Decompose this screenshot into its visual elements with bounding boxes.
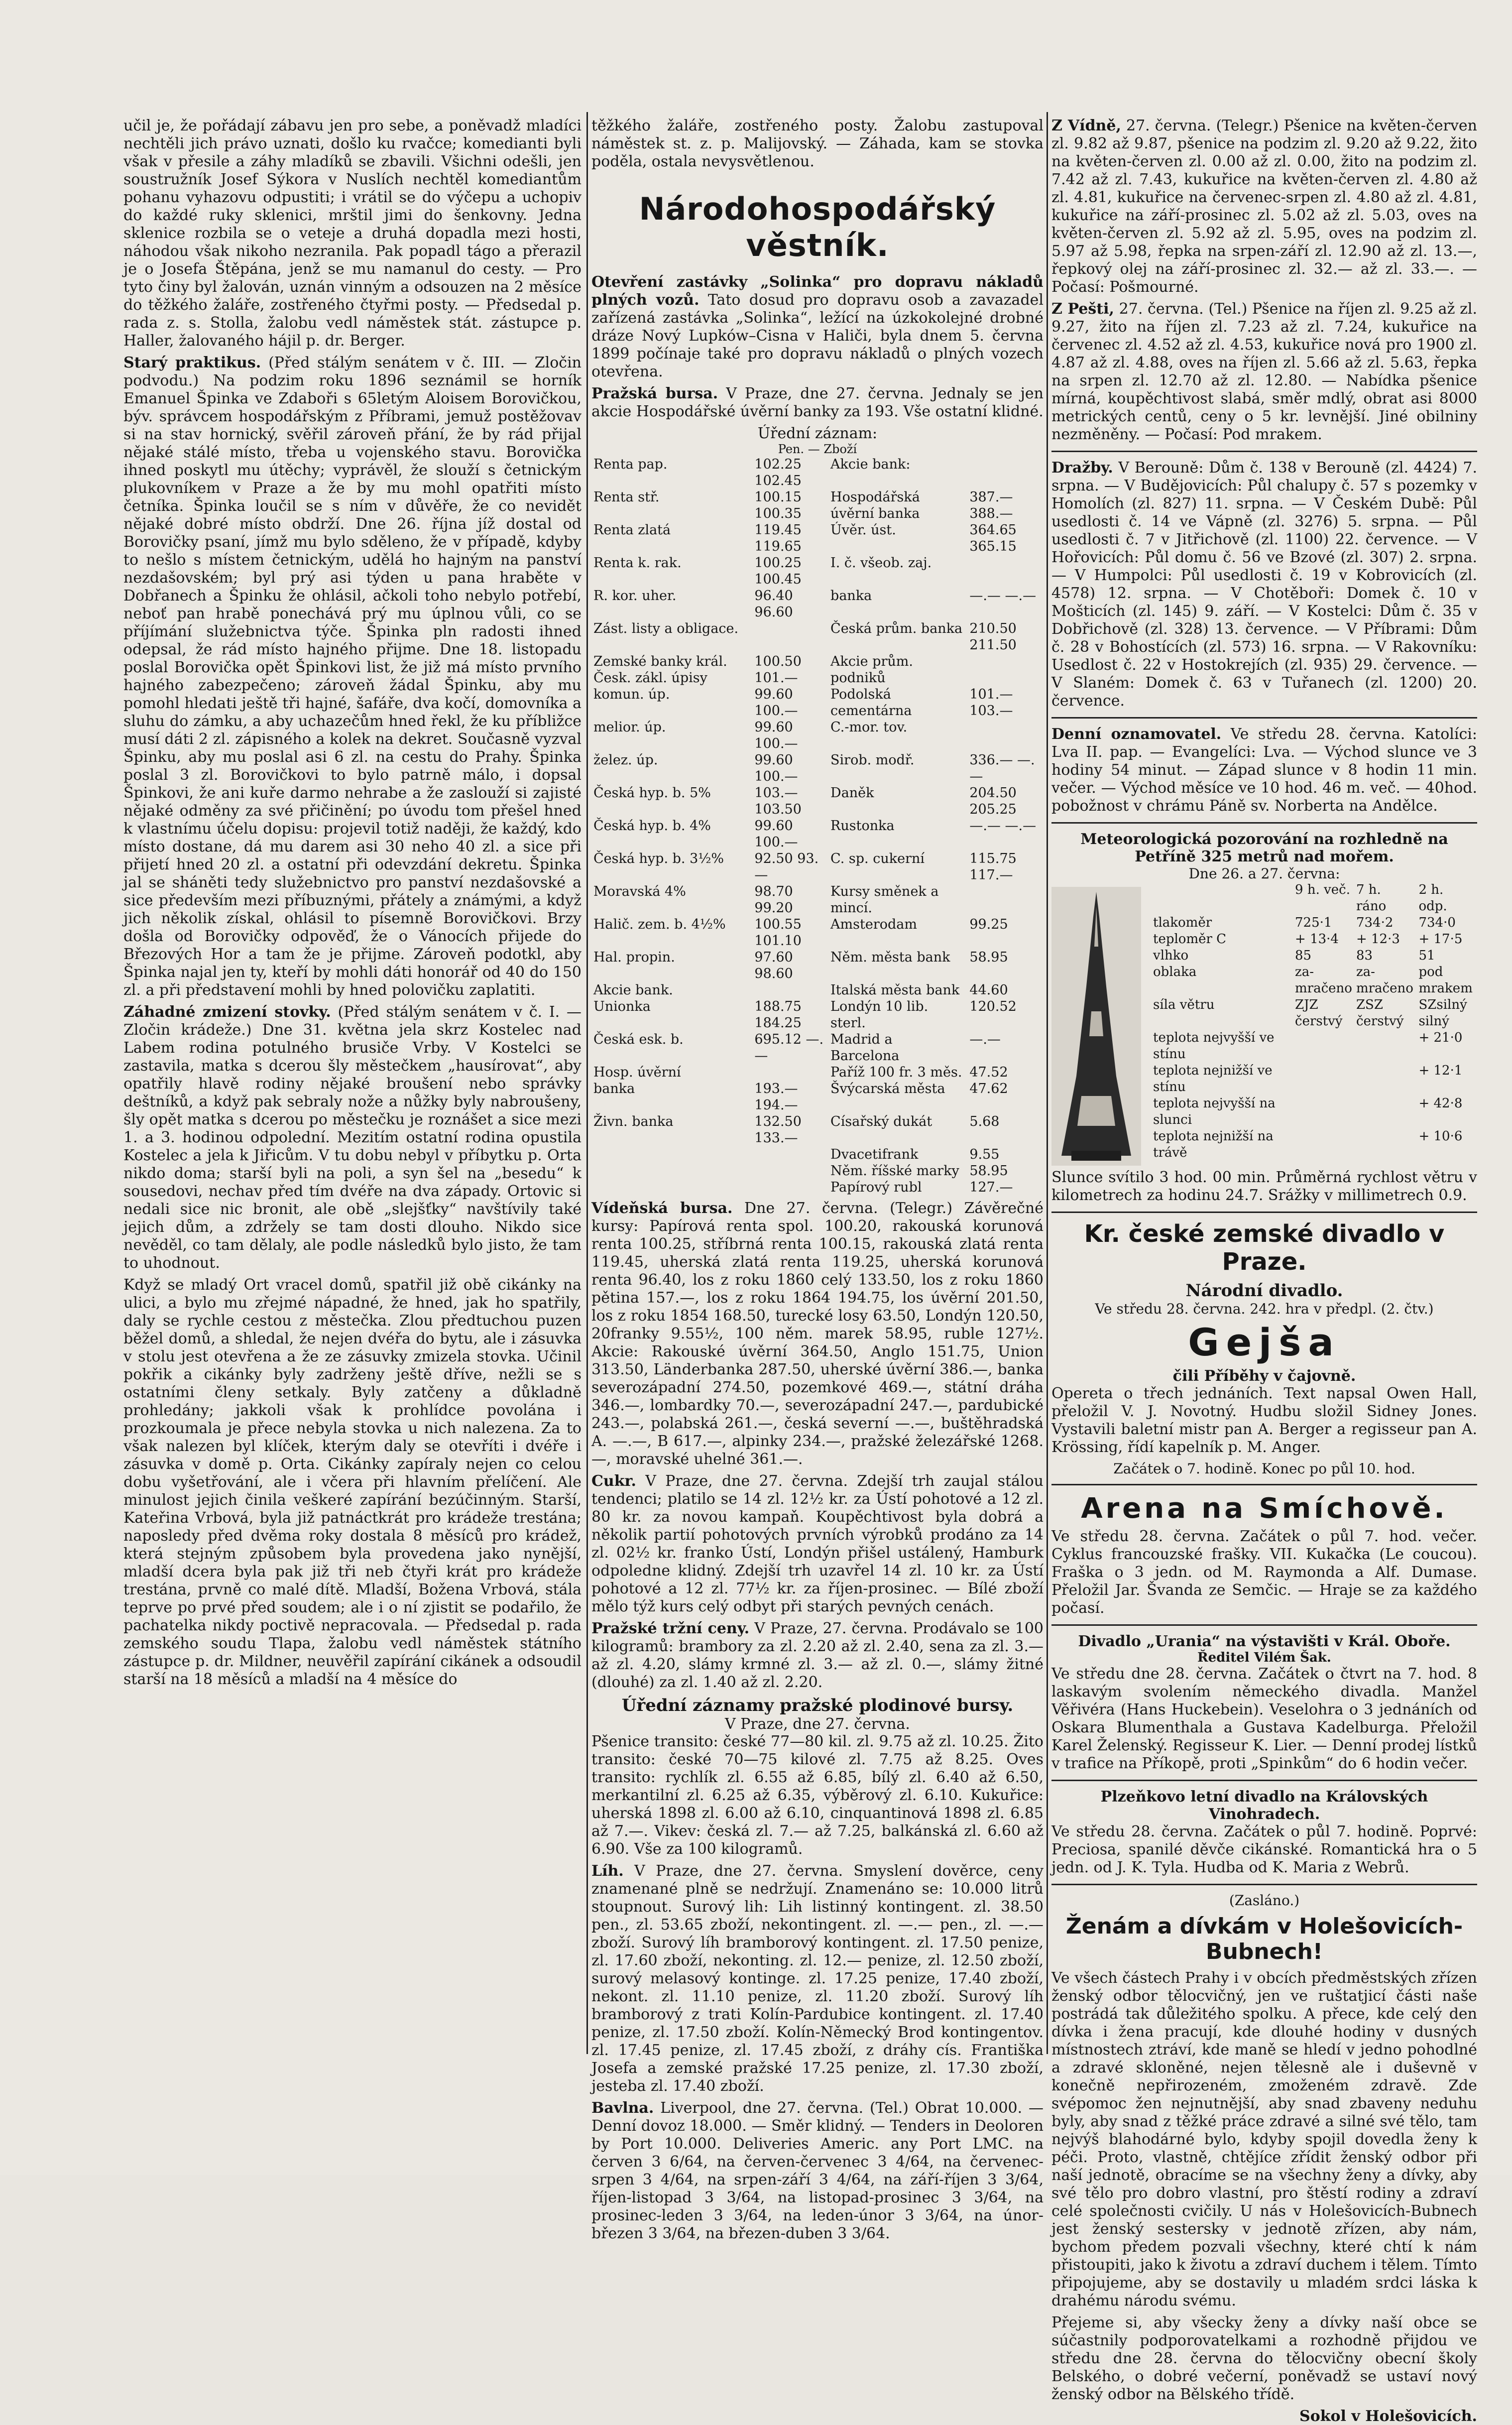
table-cell: banka bbox=[593, 1081, 635, 1096]
article-paragraph: Ve všech částech Prahy i v obcích předměstských zřízen ženský odbor tělocvičný, jen ve ruštatjicí části naše postrádá tak důležitého spolku. A přece, kde celý den dívka i žena pracují, kde dlouhé hodiny v dusných místnostech ztráví, kde maně se hledí v jedno pohodlné a zdravé skloněné, nejen tělesně ale i duševně v konečně nepřirozeném, zmoženém zdravě. Zde svépomoc žen nejnutnější, aby snad zbaveny neduhu byly, aby snad z těžké práce zdravé a silné své tělo, tam nejvýš blahodárné bylo, kdyby spojil dovedla ženy k péči. Proto, vlastně, chtějíce zřídit ženský odbor při naší jednotě, obracíme se na všechny ženy a dívky, aby své tělo pro dobro vlastní, pro štěstí rodiny a zdraví celé společnosti cvičily. U nás v Holešovicích-Bubnech jest ženský sestersky v jednotě zřízen, aby nám, bychom předem pozvali všechny, které chtí k nám přistoupiti, jako k životu a zdraví duchem i tělem. Tímto připojujeme, aby se dostavily u mladém srdci láska k drahému národu svému. bbox=[1051, 1969, 1477, 2309]
table-cell bbox=[591, 1179, 752, 1196]
column-notices bbox=[1051, 117, 1477, 2425]
article-heading: Úřední záznamy pražské plodinové bursy. bbox=[621, 1696, 1014, 1715]
table-row bbox=[1151, 948, 1477, 964]
table-cell: 210.50 211.50 bbox=[969, 621, 1017, 653]
article-paragraph: učil je, že pořádají zábavu jen pro sebe, a poněvadž mladíci nechtěli jich právo uznati, došlo ku rvačce; komedianti byli však v přesile a záhy mladíků se zbavili. Všichni odešli, jen soustružník Josef Sýkora v Nuslích nechtěl komediantům pohanu vyhazovu odpustiti; i vrátil se do výčepu a uchopiv do každé ruky sklenici, mrštil jimi do šenkovny. Jedna sklenice rozbila se o veteje a druhá dopadla mezi hosti, náhodou však nikoho nezranila. Pak popadl tágo a přerazil je o Josefa Štěpána, jenž se mu namanul do cesty. — Pro tyto činy byl žalován, uznán vinným a odsouzen na 2 měsíce do těžkého žaláře, zostřeného čtyřmi posty. — Předsedal p. rada z. s. Stolla, žalobu vedl náměstek stát. zástupce p. Haller, žalovaného hájil p. dr. Berger. bbox=[123, 117, 582, 350]
table-cell: Česká hyp. b. 5% bbox=[593, 785, 711, 801]
table-cell: 115.75 117.— bbox=[969, 851, 1017, 883]
table-cell bbox=[752, 982, 828, 998]
table-cell: Úvěr. úst. bbox=[830, 522, 896, 538]
table-cell: 103.— 103.50 bbox=[754, 785, 802, 817]
table-cell: 99.60 100.— bbox=[754, 720, 798, 751]
notice-heading: Ženám a dívkám v Holešovicích-Bubnech! bbox=[1065, 1914, 1463, 1964]
bourse-table bbox=[591, 456, 1044, 1196]
article-paragraph: Bavlna. Liverpool, dne 27. června. (Tel.) Obrat 10.000. — Denní dovoz 18.000. — Směr klidný. — Tenders in Deoloren by Port 10.000. Deliveries Americ. any Port LMC. na červen 3 6/64, na červen-červenec 3 4/64, na červenec-srpen 3 4/64, na srpen-září 3 4/64, na září-říjen 3 3/64, říjen-listopad 3 3/64, na listopad-prosinec 3 3/64, na prosinec-leden 3 3/64, na leden-únor 3 3/64, na únor-březen 3 3/64, na březen-duben 3 3/64. bbox=[591, 2099, 1044, 2242]
divider bbox=[1051, 1212, 1477, 1213]
table-cell: 100.50 101.— bbox=[754, 654, 802, 686]
table-cell: Akcie prům. podniků bbox=[830, 654, 913, 686]
table-cell: + 12·3 bbox=[1356, 932, 1400, 947]
table-row bbox=[591, 719, 1044, 752]
article-paragraph: Když se mladý Ort vracel domů, spatřil již obě cikánky na ulici, a bylo mu zřejmé nápadné, že hned, jak ho spatřily, daly se rychle cestou z městečka. Zlou předtuchou puzen běžel domů, a shledal, že nejen dvéřa do bytu, ale i zásuvka v stolu jest otevřena a že ze zásuvky zmizela stovka. Učinil pokřik a cikánky byly zadrženy ještě dříve, nežli se s ostatními členy setkaly. Byly zatčeny a důkladně prohledány; jakkoli však k prohlídce povolána i prozkoumala je přece nebyla stovka u nich nalezena. Za to však nalezen byl klíček, kterým daly se otevříti i dvéře i zásuvka v domě p. Orta. Cikánky zapíraly nejen co celou dobu vyšetřování, ale i včera při hlavním přelíčení. Ale minulost jejich činila veškeré zapírání bezúčinným. Starší, Kateřina Vrbová, byla již patnáctkrát pro krádeže trestána; naposledy před dvěma roky dostala 8 měsíců pro krádež, která stejným způsobem byla provedena jako nynější, mladší dcera byla pak již tři neb čtyři krát pro krádeže trestána, prvně co malé dítě. Mladší, Božena Vrbová, stála teprve po prvé před soudem; ale i o ní zjistit se podařilo, že pachatelka nikdy poctivě nepracovala. — Předsedal p. rada zemského soudu Tlapa, žalobu vedl náměstek státního zástupce p. dr. Mildner, neuvěřil zapírání cikánek a odsoudil starší na 18 měsíců a mladší na 4 měsíce do bbox=[123, 1276, 582, 1688]
table-cell: ZSZ bbox=[1356, 997, 1383, 1012]
table-cell: čerstvý bbox=[1295, 1014, 1343, 1029]
table-cell: Česká hyp. b. 4% bbox=[593, 818, 711, 834]
table-cell: + 42·8 bbox=[1418, 1096, 1463, 1111]
table-cell: tlakoměr bbox=[1153, 915, 1212, 930]
table-cell: síla větru bbox=[1153, 997, 1215, 1012]
table-cell: Papírový rubl bbox=[830, 1180, 922, 1195]
table-cell: + 10·6 bbox=[1418, 1129, 1463, 1144]
table-row bbox=[1151, 882, 1477, 915]
table-row bbox=[591, 916, 1044, 949]
table-cell: Živn. banka bbox=[593, 1114, 674, 1129]
table-cell: 58.95 bbox=[969, 1163, 1008, 1179]
table-cell: ZJZ bbox=[1295, 997, 1318, 1012]
table-cell: 47.52 bbox=[969, 1065, 1008, 1080]
table-cell: Zemské banky král. Česk. zákl. úpisy bbox=[593, 654, 727, 686]
theatre-heading: Divadlo „Urania“ na výstavišti v Král. Oboře. bbox=[1078, 1633, 1451, 1650]
table-row bbox=[591, 1081, 1044, 1113]
article-heading: Záhadné zmizení stovky. bbox=[123, 1003, 331, 1021]
table-cell bbox=[752, 1179, 828, 1196]
article-paragraph: Opereta o třech jednáních. Text napsal Owen Hall, přeložil V. J. Novotný. Hudbu složil Sidney Jones. Vystavili baletní mistr pan A. Berger a regisseur pan A. Krössing, řídí kapelník p. M. Anger. bbox=[1051, 1385, 1477, 1456]
table-row bbox=[591, 620, 1044, 653]
table-cell: + 21·0 bbox=[1418, 1030, 1463, 1045]
table-cell: 9 h. več. bbox=[1295, 882, 1350, 897]
table-cell bbox=[752, 1064, 828, 1081]
table-cell: 132.50 133.— bbox=[754, 1114, 802, 1146]
table-cell bbox=[1151, 1013, 1293, 1030]
article-paragraph: Vídeňská bursa. Dne 27. června. (Telegr.) Závěrečné kursy: Papírová renta spol. 100.20, rakouská korunová renta 100.25, stříbrná renta 100.15, rakouská zlatá renta 119.45, uherská zlatá renta 119.25, uherská korunová renta 96.40, los z roku 1860 celý 133.50, los z roku 1860 pětina 157.—, los z roku 1864 194.75, los úvěrní 201.50, los z roku 1854 168.50, turecké losy 63.50, Londýn 120.50, 20franky 9.55½, 100 něm. marek 58.95, ruble 127½. Akcie: Rakouské úvěrní 364.50, Anglo 151.75, Union 313.50, Länderbanka 287.50, uherské úvěrní 386.—, banka severozápadní 274.50, pozemkové 469.—, státní dráha 346.—, lombardky 70.—, severozápadní 247.—, pardubické 243.—, polabská 261.—, česká severní —.—, buštěhradská A. —.—, B 617.—, alpinky 234.—, pražské železářské 1268.—, moravské uhelné 361.—. bbox=[591, 1200, 1044, 1468]
table-cell: Hospodářská úvěrní banka bbox=[830, 489, 920, 521]
table-cell: 9.55 bbox=[969, 1147, 1000, 1162]
table-row bbox=[1151, 1095, 1477, 1128]
table-row bbox=[591, 850, 1044, 883]
table-cell: Renta zlatá bbox=[593, 522, 671, 538]
table-cell: za- bbox=[1295, 965, 1314, 979]
table-row bbox=[1151, 915, 1477, 931]
table-cell: Moravská 4% bbox=[593, 884, 686, 899]
table-cell bbox=[1293, 1095, 1354, 1128]
section-title: Národohospodářský věstník. bbox=[639, 191, 996, 263]
table-cell: 99.60 100.— bbox=[754, 687, 798, 719]
table-cell: Akcie bank. bbox=[593, 982, 673, 998]
table-cell bbox=[967, 555, 1044, 588]
table-cell: 387.— 388.— bbox=[969, 489, 1013, 521]
table-cell: teploměr C bbox=[1153, 932, 1227, 947]
table-cell bbox=[1293, 1030, 1354, 1063]
table-cell: Podolská cementárna bbox=[830, 687, 912, 719]
table-cell: 96.40 96.60 bbox=[754, 588, 793, 620]
table-cell bbox=[1354, 1030, 1417, 1063]
article-paragraph: Pražská bursa. V Praze, dne 27. června. Jednaly se jen akcie Hospodářské úvěrní banky za 193. Vše ostatní klidné. bbox=[591, 385, 1044, 420]
table-cell: Česká prům. banka bbox=[830, 621, 963, 636]
theatre-line: Začátek o 7. hodině. Konec po půl 10. hod. bbox=[1113, 1460, 1415, 1477]
table-cell: mračeno bbox=[1295, 981, 1352, 996]
article-paragraph: Z Vídně, 27. června. (Telegr.) Pšenice na květen-červen zl. 9.82 až 9.87, pšenice na podzim zl. 9.20 až 9.22, žito na květen-červen zl. 0.00 až zl. 0.00, žito na podzim zl. 7.42 až zl. 7.43, kukuřice na květen-červen zl. 4.80 až zl. 4.81, kukuřice na červenec-srpen zl. 4.80 až zl. 4.81, kukuřice na září-prosinec zl. 5.02 až zl. 5.03, oves na květen-červen zl. 5.92 až zl. 5.95, oves na podzim zl. 5.97 až 5.98, řepka na srpen-září zl. 12.90 až zl. 13.—, řepkový olej na září-prosinec zl. 32.— až zl. 33.—. — Počasí: Pošmourné. bbox=[1051, 117, 1477, 296]
table-cell: —.— —.— bbox=[969, 818, 1037, 834]
table-cell: Madrid a Barcelona bbox=[830, 1032, 900, 1064]
table-cell: SZsilný bbox=[1418, 997, 1467, 1012]
article-heading: Starý praktikus. bbox=[123, 354, 261, 371]
table-cell: 734·0 bbox=[1418, 915, 1456, 930]
table-cell: komun. úp. bbox=[593, 687, 670, 702]
table-cell: 99.60 100.— bbox=[754, 752, 798, 784]
table-cell: teplota nejvyšší na slunci bbox=[1153, 1096, 1276, 1127]
table-cell bbox=[752, 1146, 828, 1163]
table-row bbox=[591, 1179, 1044, 1196]
theatre-heading: Arena na Smíchově. bbox=[1081, 1492, 1448, 1525]
notice-label: (Zasláno.) bbox=[1229, 1892, 1300, 1909]
table-cell: Renta pap. bbox=[593, 457, 668, 472]
table-cell: 364.65 365.15 bbox=[969, 522, 1017, 554]
table-cell: za- bbox=[1356, 965, 1375, 979]
table-cell: Renta k. rak. bbox=[593, 555, 682, 571]
table-cell: teplota nejnižší ve stínu bbox=[1153, 1063, 1273, 1094]
table-cell bbox=[967, 456, 1044, 489]
table-row bbox=[591, 489, 1044, 522]
article-paragraph: Starý praktikus. (Před stálým senátem v č. III. — Zločin podvodu.) Na podzim roku 1896 seznámil se horník Emanuel Špinka ve Zdaboři s 65letým Aloisem Borovičkou, býv. správcem hospodářským z Příbrami, jemuž postěžovav si na stav hornický, svěřil zároveň přání, že by rád přijal nějaké stálé místo, třeba u vojenského stavu. Borovička ihned poskytl mu útěchy; vyprávěl, že slouží s četnickým plukovníkem v Praze a že by mu mohl opatřiti místo četníka. Špinka loučil se s ním v důvěře, že co nevidět nějaké dobré místo obdrží. Dne 26. října jíž dostal od Borovičky psaní, jímž mu bylo sděleno, že v případě, kdyby to nešlo s místem četnickým, udělá ho hajným na panství nezdašovském; byl prý asi týden u pana hraběte v Dobřanech a Špinku že ohlásil, ačkoli toho nebylo potřebí, neboť pan hrabě ponechává prý mu úplnou vůli, co se příjímání služebnictva týče. Špinka pln radosti ihned odepsal, že rád místo hajného přijme. Dne 18. listopadu poslal Borovička opět Špinkovi list, že již má místo prvního hajného zabezpečeno; zároveň žádal Špinku, aby mu pomohl hledati ještě tři hajné, šafáře, dva kočí, domovníka a sluhu do zámku, a aby uchazečům hned řekl, že ku příbližce musí dáti 2 zl. zápisného a kolek na dekret. Současně vyzval Špinku, aby mu poslal asi 6 zl. na cestu do Prahy. Špinka poslal 3 zl. Borovičkovi to bylo patrně málo, i dopsal Špinkovi, že ani kuře darmo nehrabe a že zaslouží si zajisté nějaké odměny za své přičinění; po úvodu tom přešel hned k vlastnímu účelu dopisu: projevil totiž naději, že každý, kdo místo dostane, dá mu darem asi 30 neho 40 zl. a sice při přijetí hned 20 zl. a ostatní při odevzdání dekretu. Špinka jal se sháněti tedy služebnictvo pro panství nezdašovské a sice především mezi příbuznými, přátely a známými, a když jich několik získal, ohlásil to písemně Borovičkovi. Brzy došla od Borovičky odpověď, že o Vánocích přijede do Březových Hor a tam že je přijme. Zároveň podotkl, aby Špinka najal jen ty, kteří by mohli dáti honorář od 40 do 150 zl. a při představení mohli by hned polovičku zaplatiti. bbox=[123, 354, 582, 999]
table-cell bbox=[967, 883, 1044, 916]
table-cell: teplota nejvyšší ve stínu bbox=[1153, 1030, 1275, 1062]
table-cell bbox=[967, 719, 1044, 752]
table-cell: mrakem bbox=[1418, 981, 1473, 996]
table-cell bbox=[1151, 980, 1293, 997]
table-cell bbox=[1293, 1128, 1354, 1161]
table-cell: Hosp. úvěrní bbox=[593, 1065, 681, 1080]
table-cell: Česká esk. b. bbox=[593, 1032, 684, 1047]
table-cell bbox=[1354, 1063, 1417, 1095]
petrin-tower-illustration bbox=[1051, 887, 1141, 1166]
divider bbox=[1051, 1624, 1477, 1626]
table-cell: 97.60 98.60 bbox=[754, 950, 793, 981]
divider bbox=[1051, 822, 1477, 824]
table-cell: C.-mor. tov. bbox=[830, 720, 908, 735]
table-cell bbox=[1354, 1128, 1417, 1161]
table-cell: 336.— —.— bbox=[969, 752, 1035, 784]
table-cell bbox=[752, 620, 828, 653]
table-cell: Něm. města bank bbox=[830, 950, 950, 965]
divider bbox=[1051, 1780, 1477, 1781]
table-cell: vlhko bbox=[1153, 948, 1189, 963]
table-cell: želez. úp. bbox=[593, 752, 658, 768]
table-row bbox=[591, 982, 1044, 998]
article-paragraph: Z Pešti, 27. června. (Tel.) Pšenice na říjen zl. 9.25 až zl. 9.27, žito na říjen zl. 7.23 až zl. 7.24, kukuřice na červenec zl. 4.52 až zl. 4.53, kukuřice nová pro 1900 zl. 4.87 až zl. 4.88, oves na říjen zl. 5.66 až zl. 5.63, řepka na srpen zl. 12.70 až zl. 12.80. — Nabídka pšenice mírná, koupěchtivost slabá, směr mdlý, obrat asi 8000 metrických centů, ceny o 5 kr. levnější. Jiné obilniny nezměněny. — Počasí: Pod mrakem. bbox=[1051, 300, 1477, 443]
article-paragraph: Denní oznamovatel. Ve středu 28. června. Katolíci: Lva II. pap. — Evangelíci: Lva. — Východ slunce ve 3 hodiny 54 minut. — Západ slunce v 8 hodin 11 min. večer. — Východ měsíce ve 10 hod. 46 m. več. — 40hod. pobožnost v chrámu Páně sv. Norberta na Andělce. bbox=[1051, 726, 1477, 815]
table-cell: Kursy směnek a mincí. bbox=[830, 884, 939, 916]
table-row bbox=[1151, 1063, 1477, 1095]
table-cell: 83 bbox=[1356, 948, 1373, 963]
table-cell: oblaka bbox=[1153, 965, 1197, 979]
table-cell: Daněk bbox=[830, 785, 874, 801]
divider bbox=[1051, 451, 1477, 452]
table-cell: + 17·5 bbox=[1418, 932, 1463, 947]
table-row bbox=[1151, 964, 1477, 980]
table-row bbox=[1151, 980, 1477, 997]
table-cell: 193.— 194.— bbox=[754, 1081, 798, 1113]
notice-signature: Sokol v Holešovicích. bbox=[1299, 2408, 1477, 2425]
article-paragraph: Líh. V Praze, dne 27. června. Smyslení dověrce, ceny znamenané plně se nedržují. Znamenáno se: 10.000 litrů stoupnout. Surový lih: Lih listinný kontingent. zl. 38.50 pen., zl. 53.65 zboží, nekontingent. zl. —.— pen., zl. —.— zboží. Surový líh bramborový kontingent. zl. 17.50 penize, zl. 17.60 zboží, nekonting. zl. 12.— penize, zl. 12.50 zboží, surový melasový kontinge. zl. 17.25 penize, 17.40 zboží, nekont. zl. 11.10 penize, zl. 11.20 zboží. Surový líh bramborový z trati Kolín-Pardubice kontingent. zl. 17.40 penize, zl. 17.50 zboží. Kolín-Německý Brod kontingentov. zl. 17.45 penize, zl. 17.45 zboží, z dráhy cís. Františka Josefa a zemské pražské 17.25 penize, zl. 17.30 zboží, jesteba zl. 17.40 zboží. bbox=[591, 1862, 1044, 2095]
article-paragraph: Otevření zastávky „Solinka“ pro dopravu nákladů plných vozů. Tato dosud pro dopravu osob a zavazadel zařízená zastávka „Solinka“, ležící na úzkokolejné drobné dráze Nový Lupków–Cisna v Haliči, byla dnem 5. června 1899 počínaje také pro dopravu nákladů o plných vozech otevřena. bbox=[591, 273, 1044, 380]
article-paragraph: Ve středu 28. června. Začátek o půl 7. hod. večer. Cyklus francouzské frašky. VII. Kukačka (Le coucou). Fraška o 3 jedn. od M. Raymonda a Alf. Dumase. Přeložil Jar. Švanda ze Semčic. — Hraje se za každého počasí. bbox=[1051, 1528, 1477, 1617]
dateline: Dne 26. a 27. června: bbox=[1188, 865, 1340, 882]
table-cell: 102.25 102.45 bbox=[754, 457, 802, 488]
table-cell: 51 bbox=[1418, 948, 1435, 963]
table-cell bbox=[591, 1146, 752, 1163]
table-cell: C. sp. cukerní bbox=[830, 851, 925, 866]
table-row bbox=[1151, 931, 1477, 948]
table-row bbox=[591, 949, 1044, 982]
table-cell: Unionka bbox=[593, 999, 651, 1014]
table-row bbox=[591, 1146, 1044, 1163]
divider bbox=[1051, 1884, 1477, 1885]
column-rule bbox=[586, 112, 588, 2054]
table-cell: 100.55 101.10 bbox=[754, 917, 802, 949]
table-cell: Švýcarská města bbox=[830, 1081, 945, 1096]
article-heading: Meteorologická pozorování na rozhledně na Petříně 325 metrů nad mořem. bbox=[1080, 831, 1448, 865]
table-cell: 7 h. ráno bbox=[1356, 882, 1387, 914]
table-cell: 44.60 bbox=[969, 982, 1008, 998]
article-paragraph: Přejeme si, aby všecky ženy a dívky naší obce se súčastnily podporovatelkami a rozhodně přijdou ve středu dne 28. června do tělocvičny obecní školy Belského, o dobré večerní, poněvadž se ustaví nový ženský odbor na Bělského třídě. bbox=[1051, 2314, 1477, 2403]
table-cell: 47.62 bbox=[969, 1081, 1008, 1096]
table-row bbox=[1151, 1030, 1477, 1063]
table-cell: 92.50 93.— bbox=[754, 851, 819, 883]
table-cell: 2 h. odp. bbox=[1418, 882, 1447, 914]
table-row bbox=[591, 785, 1044, 818]
table-row bbox=[591, 1163, 1044, 1179]
table-cell: mračeno bbox=[1356, 981, 1413, 996]
table-title: Úřední záznam: bbox=[757, 425, 878, 442]
table-cell: R. kor. uher. bbox=[593, 588, 677, 604]
article-paragraph: Ve středu dne 28. června. Začátek o čtvrt na 7. hod. 8 laskavým svolením německého divadla. Manžel Věřivéra (Hans Huckebein). Veselohra o 3 jednáních od Oskara Blumenthala a Gustava Kadelburga. Přeložil Karel Želenský. Regisseur K. Lier. — Denní prodej lístků v trafice na Příkopě, proti „Spinkům“ do 6 hodin večer. bbox=[1051, 1665, 1477, 1772]
table-cell: Něm. říšské marky bbox=[830, 1163, 959, 1179]
table-cell: Sirob. modř. bbox=[830, 752, 915, 768]
theatre-line: Ve středu 28. června. 242. hra v předpl. (2. čtv.) bbox=[1095, 1301, 1434, 1317]
table-cell: Akcie bank: bbox=[830, 457, 911, 472]
table-cell bbox=[967, 653, 1044, 686]
table-row bbox=[591, 883, 1044, 916]
table-row bbox=[591, 555, 1044, 588]
table-cell: —.— —.— bbox=[969, 588, 1037, 604]
divider bbox=[1051, 1484, 1477, 1485]
table-cell: 5.68 bbox=[969, 1114, 1000, 1129]
table-cell: banka bbox=[830, 588, 872, 604]
table-cell bbox=[1354, 1095, 1417, 1128]
table-cell: Halič. zem. b. 4½% bbox=[593, 917, 726, 932]
table-cell: teplota nejnižší na trávě bbox=[1153, 1129, 1274, 1160]
table-row bbox=[591, 1031, 1044, 1064]
table-cell: —.— bbox=[969, 1032, 1001, 1047]
table-header: Pen. — Zboží bbox=[778, 442, 857, 456]
table-cell: melior. úp. bbox=[593, 720, 666, 735]
table-cell: 100.15 100.35 bbox=[754, 489, 802, 521]
theatre-heading: Kr. české zemské divadlo v Praze. bbox=[1084, 1220, 1445, 1276]
table-cell: Dvacetifrank bbox=[830, 1147, 919, 1162]
table-row bbox=[591, 456, 1044, 489]
column-court-reports bbox=[123, 117, 582, 2064]
table-row bbox=[591, 818, 1044, 850]
table-row bbox=[591, 588, 1044, 620]
article-paragraph: Ve středu 28. června. Začátek o půl 7. hodině. Poprvé: Preciosa, spanilé děvče cikánské. Romantická hra o 5 jedn. od J. K. Tyla. Hudba od K. Maria z Webrů. bbox=[1051, 1823, 1477, 1876]
dateline: V Praze, dne 27. června. bbox=[725, 1715, 910, 1733]
table-cell: 99.25 bbox=[969, 917, 1008, 932]
meteo-table bbox=[1151, 882, 1477, 1161]
table-cell: 100.25 100.45 bbox=[754, 555, 802, 587]
table-row bbox=[591, 998, 1044, 1031]
table-cell: 120.52 bbox=[969, 999, 1017, 1014]
table-cell: Paříž 100 fr. 3 měs. bbox=[830, 1065, 962, 1080]
table-cell: 734·2 bbox=[1356, 915, 1394, 930]
table-cell: Zást. listy a obligace. bbox=[593, 621, 739, 636]
article-paragraph: Pražské tržní ceny. V Praze, 27. června. Prodávalo se 100 kilogramů: brambory za zl. 2.20 až zl. 2.40, sena za zl. 3.— až zl. 4.20, slámy krmné zl. 3.— až zl. 0.—, slámy žitné (dlouhé) za zl. 1.40 až zl. 2.20. bbox=[591, 1620, 1044, 1691]
table-row bbox=[591, 686, 1044, 719]
table-cell: 695.12 —.— bbox=[754, 1032, 824, 1064]
table-cell: Česká hyp. b. 3½% bbox=[593, 851, 724, 866]
article-paragraph: Pšenice transito: české 77—80 kil. zl. 9.75 až zl. 10.25. Žito transito: české 70—75 kilové zl. 7.75 až 8.25. Oves transito: rychlík zl. 6.55 až 6.85, bílý zl. 6.40 až 6.50, merkantilní zl. 6.25 až 6.35, výběrový zl. 6.10. Kukuřice: uherská 1898 zl. 6.00 až 6.10, cinquantinová 1898 zl. 6.85 až 7.—. Vikev: česká zl. 7.— až 7.25, balkánská zl. 6.60 až 6.90. Vše za 100 kilogramů. bbox=[591, 1733, 1044, 1858]
table-cell: 725·1 bbox=[1295, 915, 1332, 930]
table-cell bbox=[591, 1163, 752, 1179]
table-cell: Hal. propin. bbox=[593, 950, 675, 965]
article-paragraph: Slunce svítilo 3 hod. 00 min. Průměrná rychlost větru v kilometrech za hodinu 24.7. Srážky v millimetrech 0.9. bbox=[1051, 1169, 1477, 1204]
article-paragraph: těžkého žaláře, zostřeného posty. Žalobu zastupoval náměstek st. z. p. Malijovský. — Záhada, kam se stovka poděla, ostala nevysvětlenou. bbox=[591, 117, 1044, 170]
table-cell: 119.45 119.65 bbox=[754, 522, 802, 554]
table-row bbox=[591, 522, 1044, 555]
table-cell bbox=[1151, 882, 1293, 915]
theatre-subheading: Národní divadlo. bbox=[1185, 1281, 1343, 1301]
table-cell: Renta stř. bbox=[593, 489, 660, 505]
table-cell: Rustonka bbox=[830, 818, 895, 834]
table-cell: I. č. všeob. zaj. bbox=[830, 555, 932, 571]
table-cell: pod bbox=[1418, 965, 1443, 979]
table-row bbox=[1151, 1013, 1477, 1030]
play-title: Gejša bbox=[1188, 1320, 1341, 1364]
article-paragraph: Záhadné zmizení stovky. (Před stálým senátem v č. I. — Zločin krádeže.) Dne 31. května jela skrz Kostelec nad Labem rodina potulného brusiče Vrby. V Kostelci se zastavila, matka s dcerou šly městečkem „hausírovat“, aby opatřily hlavě rodiny nějaké broušení nebo správky deštníků, a když pak sebraly nože a nůžky byly nabroušeny, šly opět matka s dcerou po městečku je roznášet a sice mezi 1. a 3. hodinou odpolední. Mezitím ostatní rodina opustila Kostelec a jela k Jiřicům. V tu dobu nebyl v příbytku p. Orta nikdo doma; starší byli na poli, a syn šel na „besedu“ k sousedovi, nechav před tím dvéře na dva západy. Ortovic si nedali sice nic bronit, ale obě „slejšťky“ navštívily také jejich dům, a zdržely se tam dosti dlouho. Nikdo sice nevěděl, co tam dělaly, ale podle následků bylo jisto, že tam to uhodnout. bbox=[123, 1003, 582, 1272]
table-cell: 101.— 103.— bbox=[969, 687, 1013, 719]
table-row bbox=[591, 653, 1044, 686]
play-subtitle: čili Příběhy v čajovně. bbox=[1172, 1367, 1356, 1385]
table-cell: 99.60 100.— bbox=[754, 818, 798, 850]
table-cell: + 13·4 bbox=[1295, 932, 1339, 947]
table-cell: Císařský dukát bbox=[830, 1114, 932, 1129]
table-cell: 127.— bbox=[969, 1180, 1013, 1195]
table-cell bbox=[752, 1163, 828, 1179]
column-rule bbox=[1047, 112, 1048, 2054]
article-paragraph: Dražby. V Berouně: Dům č. 138 v Berouně (zl. 4424) 7. srpna. — V Budějovicích: Půl chalupy č. 57 s pozemky v Homolích (zl. 827) 11. srpna. — V Českém Dubě: Půl usedlosti č. 14 ve Vápně (zl. 3276) 5. srpna. — Půl usedlosti č. 7 v Jitřichově (zl. 1100) 22. července. — V Hořovicích: Půl domu č. 56 ve Bzové (zl. 307) 2. srpna. — V Humpolci: Půl usedlosti č. 19 v Kobrovicích (zl. 4578) 12. srpna. — V Chotěboři: Domek č. 10 v Mošticích (zl. 145) 9. září. — V Kostelci: Dům č. 35 v Dobřichově (zl. 328) 13. července. — V Příbrami: Dům č. 28 v Bohostících (zl. 573) 16. srpna. — V Rakovníku: Usedlost č. 22 v Hostokrejích (zl. 935) 29. července. — V Slaném: Domek č. 63 v Tuřanech (zl. 1200) 20. července. bbox=[1051, 459, 1477, 710]
table-row bbox=[591, 1064, 1044, 1081]
divider bbox=[1051, 717, 1477, 719]
table-cell: 58.95 bbox=[969, 950, 1008, 965]
table-cell: Londýn 10 lib. sterl. bbox=[830, 999, 929, 1031]
table-row bbox=[1151, 1128, 1477, 1161]
table-cell: čerstvý bbox=[1356, 1014, 1404, 1029]
table-cell: 188.75 184.25 bbox=[754, 999, 802, 1031]
table-cell: 98.70 99.20 bbox=[754, 884, 793, 916]
table-cell: 85 bbox=[1295, 948, 1312, 963]
table-cell: 204.50 205.25 bbox=[969, 785, 1017, 817]
theatre-heading: Plzeňkovo letní divadlo na Královských Vinohradech. bbox=[1100, 1788, 1428, 1823]
table-row bbox=[591, 1113, 1044, 1146]
table-cell: Italská města bank bbox=[830, 982, 960, 998]
table-cell: Amsterodam bbox=[830, 917, 917, 932]
column-economy bbox=[591, 117, 1044, 2242]
table-cell bbox=[1293, 1063, 1354, 1095]
table-cell: + 12·1 bbox=[1418, 1063, 1463, 1078]
theatre-subheading: Ředitel Vilém Šak. bbox=[1197, 1650, 1331, 1665]
table-row bbox=[1151, 997, 1477, 1013]
table-cell: silný bbox=[1418, 1014, 1449, 1029]
article-paragraph: Cukr. V Praze, dne 27. června. Zdejší trh zaujal stálou tendenci; platilo se 14 zl. 12½ kr. za Ústí pohotové a 12 zl. 80 kr. za novou kampaň. Koupěchtivost byla dobrá a několik partií pohotových prvních výrobků prodáno za 14 zl. 02½ kr. franko Ústí, Londýn přišel ustálený, Hamburk odpoledne klidný. Zdejší trh uzavřel 14 zl. 10 kr. za Ústí pohotové a 12 zl. 77½ kr. za říjen-prosinec. — Bílé zboží mělo týž kurs celý odbyt při starých pevných cenách. bbox=[591, 1472, 1044, 1615]
table-row bbox=[591, 752, 1044, 785]
